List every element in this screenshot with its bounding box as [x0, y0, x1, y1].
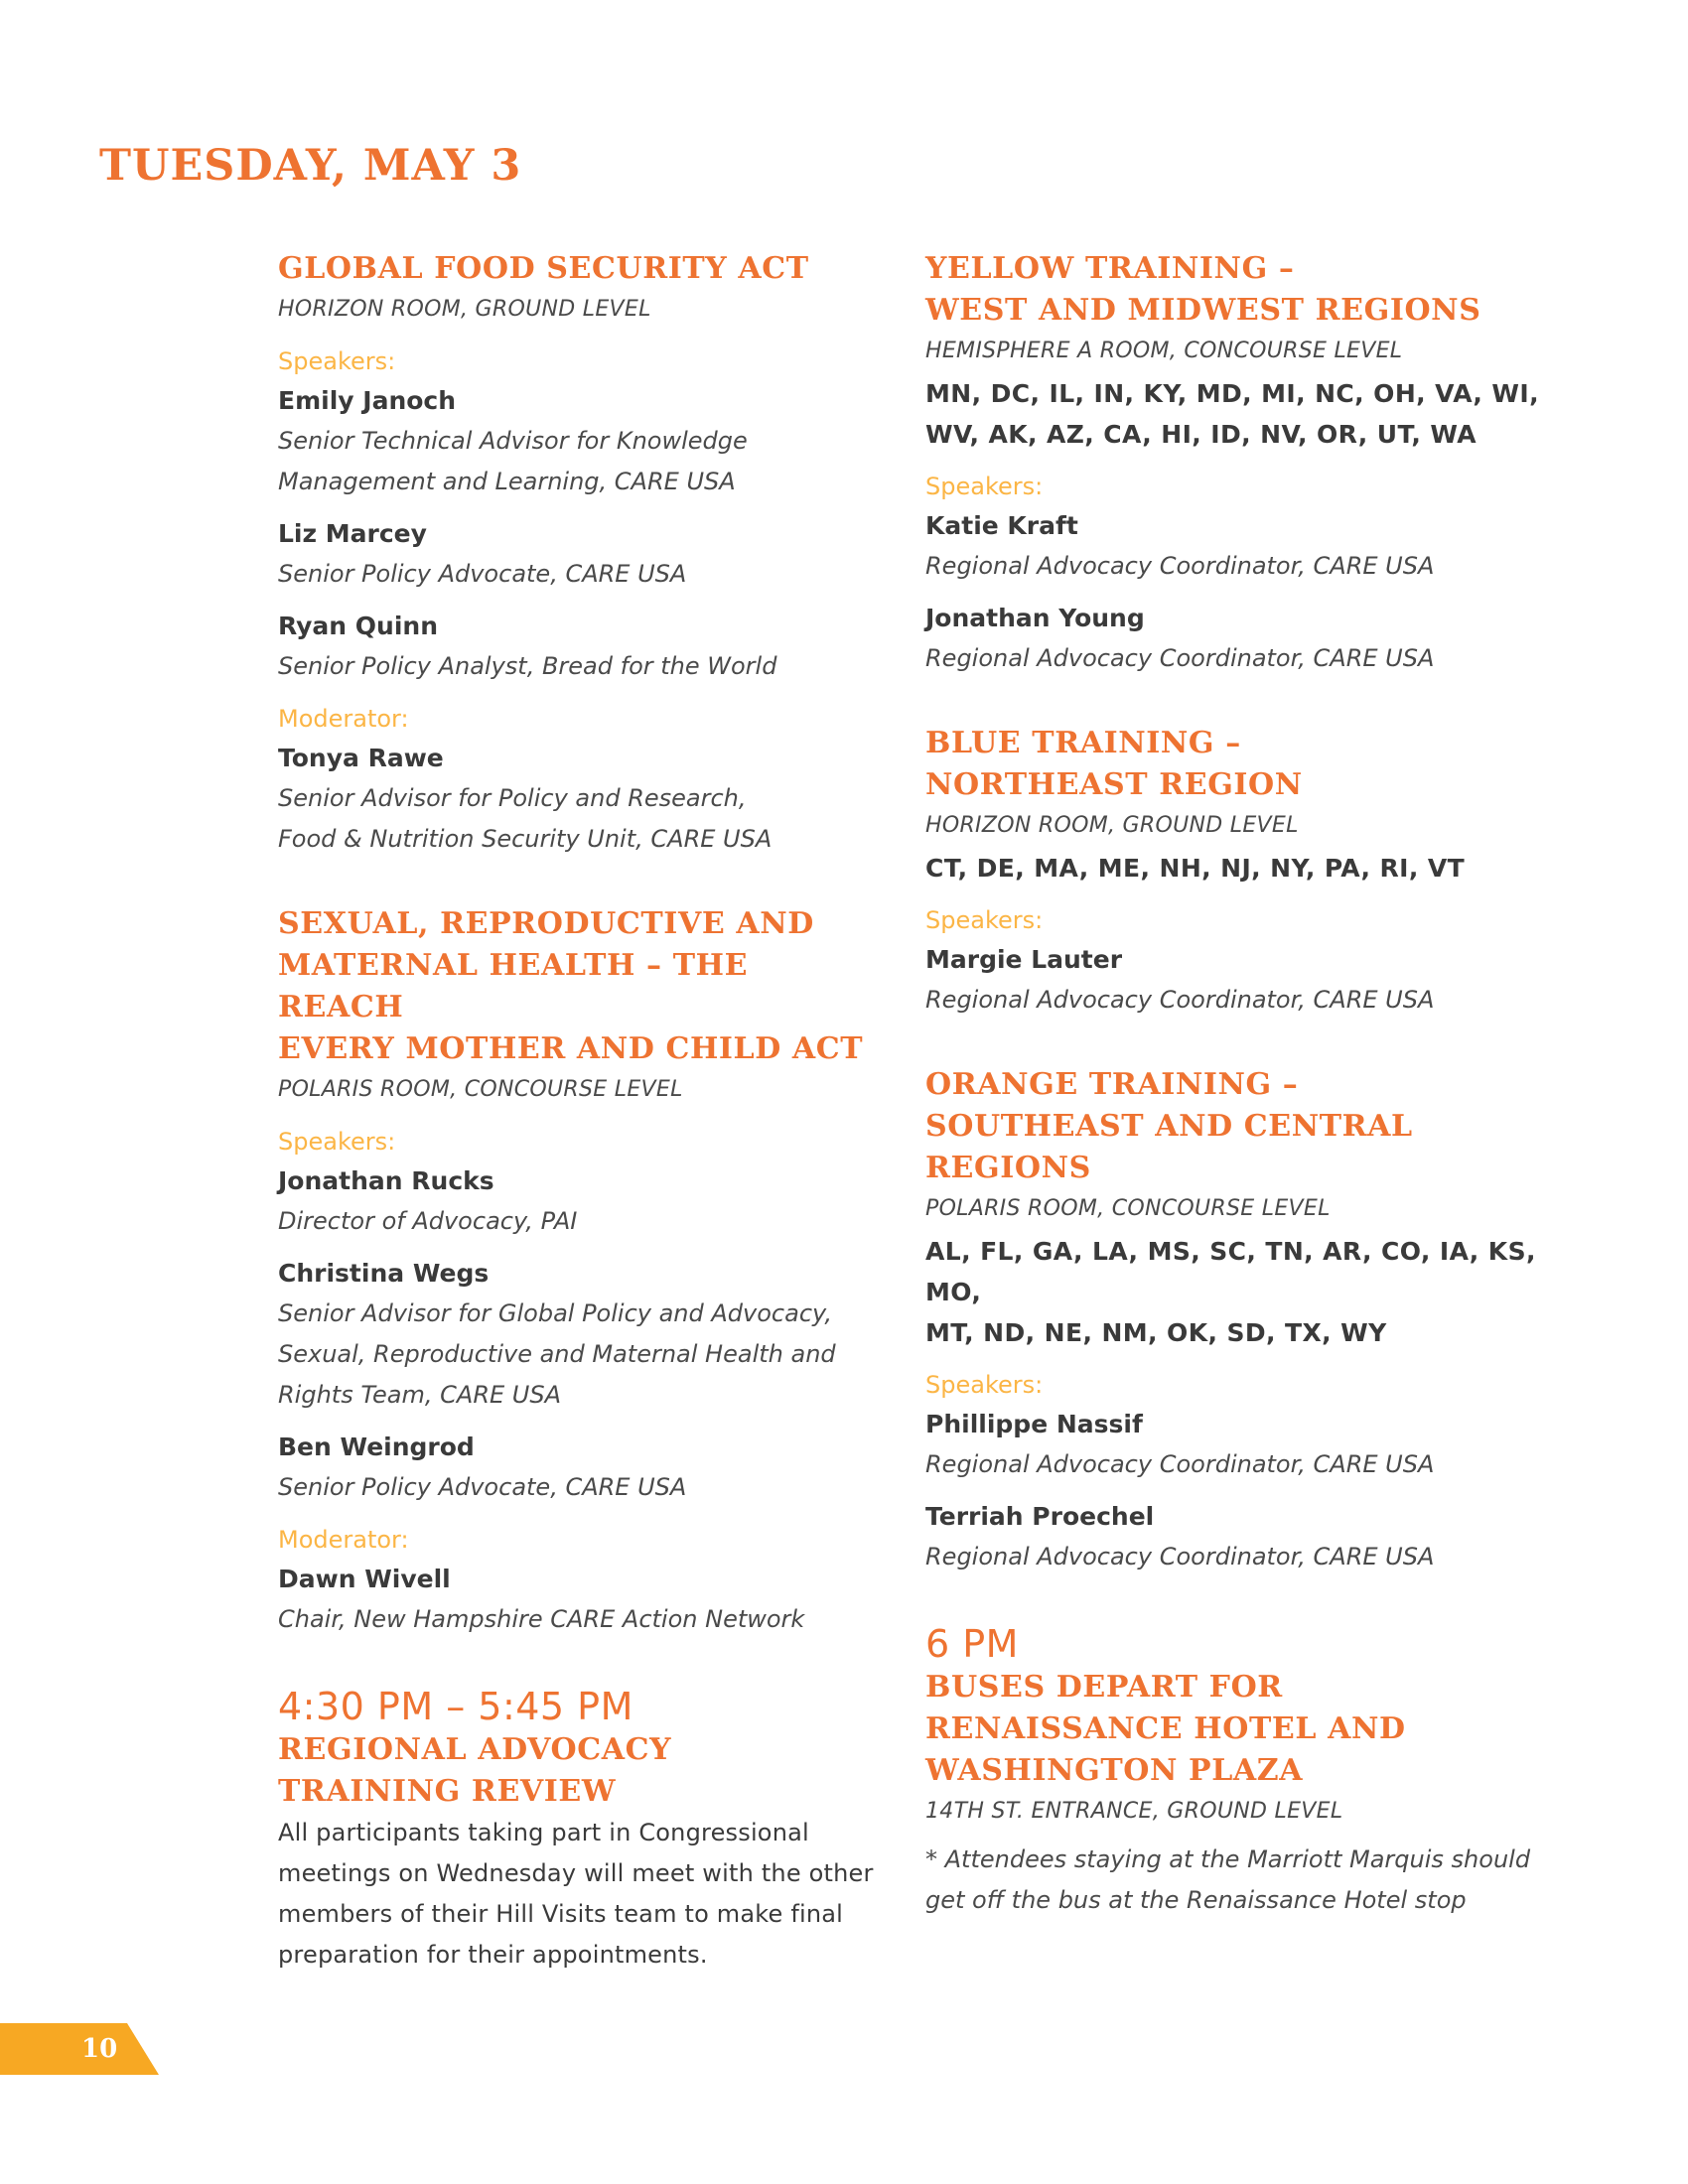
speaker [925, 599, 1561, 679]
speaker-name: Phillippe Nassif [925, 1410, 1143, 1438]
session-note: * Attendees staying at the Marriott Marquis should get off the bus at the Renaissance Hotel stop [925, 1845, 1531, 1914]
speaker [925, 1497, 1561, 1577]
speaker-title: Regional Advocacy Coordinator, CARE USA [925, 986, 1435, 1014]
right-column [925, 248, 1561, 1965]
speaker-name: Ben Weingrod [278, 1433, 475, 1461]
session-regional-advocacy-review [278, 1684, 874, 1976]
session-title: REGIONAL ADVOCACY TRAINING REVIEW [278, 1732, 672, 1809]
session-title: GLOBAL FOOD SECURITY ACT [278, 251, 809, 286]
session-title: YELLOW TRAINING – WEST AND MIDWEST REGIONS [925, 251, 1481, 328]
speaker-title: Regional Advocacy Coordinator, CARE USA [925, 1450, 1435, 1478]
speaker [278, 1254, 874, 1416]
session-states: AL, FL, GA, LA, MS, SC, TN, AR, CO, IA, KS, MO, MT, ND, NE, NM, OK, SD, TX, WY [925, 1237, 1536, 1347]
moderator [278, 739, 874, 860]
speaker [278, 514, 874, 595]
session-room: POLARIS ROOM, CONCOURSE LEVEL [278, 1077, 683, 1102]
speaker-title: Senior Policy Advocate, CARE USA [278, 560, 687, 588]
session-states: MN, DC, IL, IN, KY, MD, MI, NC, OH, VA, WI, WV, AK, AZ, CA, HI, ID, NV, OR, UT, WA [925, 379, 1539, 449]
session-description: All participants taking part in Congressional meetings on Wednesday will meet with the other members of their Hill Visits team to make final preparation for their appointments. [278, 1819, 874, 1969]
speaker [925, 506, 1561, 587]
speakers-label: Speakers: [925, 1371, 1044, 1399]
session-room: HEMISPHERE A ROOM, CONCOURSE LEVEL [925, 339, 1403, 363]
speakers-label: Speakers: [278, 1128, 396, 1156]
moderator-label: Moderator: [278, 1526, 409, 1554]
session-time: 6 PM [925, 1622, 1019, 1666]
moderator-title: Chair, New Hampshire CARE Action Network [278, 1605, 805, 1633]
speaker-name: Katie Kraft [925, 511, 1078, 540]
speaker-title: Regional Advocacy Coordinator, CARE USA [925, 552, 1435, 580]
day-title: TUESDAY, MAY 3 [99, 141, 522, 191]
moderator-title: Senior Advisor for Policy and Research, Food & Nutrition Security Unit, CARE USA [278, 784, 773, 853]
speakers-label: Speakers: [925, 473, 1044, 500]
moderator-label: Moderator: [278, 705, 409, 733]
speaker [278, 607, 874, 687]
moderator [278, 1560, 874, 1640]
speaker-title: Regional Advocacy Coordinator, CARE USA [925, 1543, 1435, 1570]
session-time: 4:30 PM – 5:45 PM [278, 1685, 633, 1728]
speaker-title: Senior Policy Advocate, CARE USA [278, 1473, 687, 1501]
session-room: 14TH ST. ENTRANCE, GROUND LEVEL [925, 1799, 1343, 1824]
session-global-food-security [278, 248, 874, 860]
speaker-name: Terriah Proechel [925, 1502, 1155, 1531]
session-yellow-training [925, 248, 1561, 679]
speaker-name: Christina Wegs [278, 1259, 490, 1288]
speakers-label: Speakers: [925, 906, 1044, 934]
speaker-name: Margie Lauter [925, 945, 1123, 974]
speaker [278, 1161, 874, 1242]
page-number: 10 [81, 2034, 118, 2064]
session-room: HORIZON ROOM, GROUND LEVEL [278, 297, 651, 322]
session-title: SEXUAL, REPRODUCTIVE AND MATERNAL HEALTH – THE REACH EVERY MOTHER AND CHILD ACT [278, 906, 864, 1066]
speakers-label: Speakers: [278, 347, 396, 375]
speaker [925, 940, 1561, 1021]
session-states: CT, DE, MA, ME, NH, NJ, NY, PA, RI, VT [925, 854, 1466, 883]
session-buses-depart [925, 1621, 1561, 1921]
moderator-name: Dawn Wivell [278, 1565, 451, 1593]
speaker-title: Senior Advisor for Global Policy and Advocacy, Sexual, Reproductive and Maternal Health and Rights Team, CARE USA [278, 1299, 836, 1409]
session-reproductive-health [278, 903, 874, 1640]
speaker-name: Jonathan Rucks [278, 1166, 494, 1195]
speaker-name: Liz Marcey [278, 519, 427, 548]
moderator-name: Tonya Rawe [278, 744, 444, 772]
speaker-title: Director of Advocacy, PAI [278, 1207, 578, 1235]
speaker-title: Regional Advocacy Coordinator, CARE USA [925, 644, 1435, 672]
session-room: HORIZON ROOM, GROUND LEVEL [925, 813, 1299, 838]
speaker [278, 381, 874, 502]
speaker [278, 1428, 874, 1508]
session-blue-training [925, 723, 1561, 1021]
speaker-name: Emily Janoch [278, 386, 457, 415]
page-number-tab [0, 2023, 159, 2075]
speaker [925, 1405, 1561, 1485]
speaker-title: Senior Technical Advisor for Knowledge Management and Learning, CARE USA [278, 427, 748, 495]
session-room: POLARIS ROOM, CONCOURSE LEVEL [925, 1196, 1331, 1221]
left-column [278, 248, 874, 2019]
session-title: ORANGE TRAINING – SOUTHEAST AND CENTRAL REGIONS [925, 1067, 1413, 1185]
session-title: BLUE TRAINING – NORTHEAST REGION [925, 726, 1303, 802]
session-orange-training [925, 1064, 1561, 1577]
session-title: BUSES DEPART FOR RENAISSANCE HOTEL AND WASHINGTON PLAZA [925, 1670, 1406, 1788]
speaker-name: Ryan Quinn [278, 612, 439, 640]
speaker-name: Jonathan Young [925, 604, 1145, 632]
speaker-title: Senior Policy Analyst, Bread for the World [278, 652, 777, 680]
